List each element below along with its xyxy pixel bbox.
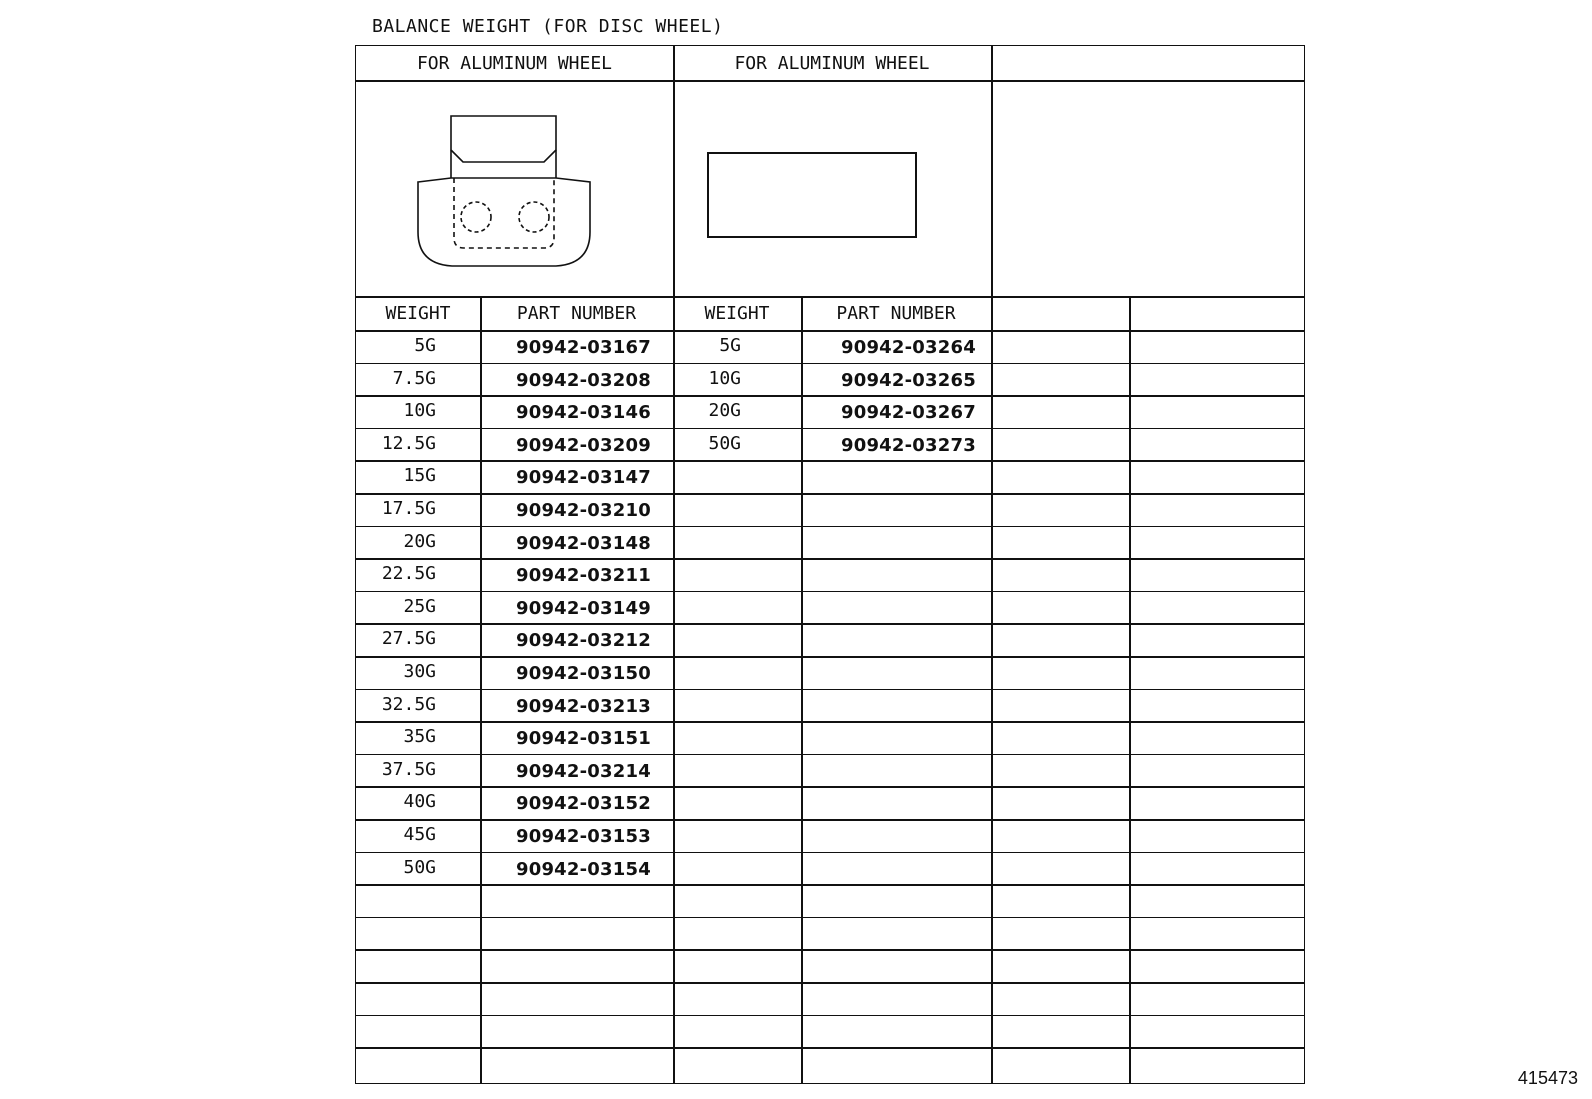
row-divider (356, 819, 1304, 821)
row-divider (356, 558, 1304, 560)
weight-cell: 5G (719, 335, 741, 356)
weight-cell: 25G (403, 595, 436, 617)
weight-cell: 7.5G (392, 367, 436, 389)
weight-cell: 17.5G (381, 498, 436, 519)
row-divider (356, 884, 1304, 886)
part-number-cell: 90942-03147 (516, 467, 651, 489)
part-number-cell: 90942-03214 (516, 760, 651, 782)
clip-on-weight-icon (416, 114, 606, 274)
part-number-cell: 90942-03154 (516, 858, 651, 880)
row-divider (356, 1015, 1304, 1017)
part-number-cell: 90942-03153 (516, 826, 651, 847)
row-divider (356, 526, 1304, 528)
weight-cell: 50G (708, 432, 741, 454)
row-divider (356, 982, 1304, 984)
weight-cell: 27.5G (381, 628, 436, 650)
row-divider (356, 1047, 1304, 1049)
weight-cell: 22.5G (381, 563, 436, 585)
part-number-cell: 90942-03210 (516, 500, 651, 521)
row-divider (356, 80, 1304, 82)
parts-table (355, 45, 1305, 1084)
row-divider (356, 493, 1304, 495)
part-number-cell: 90942-03148 (516, 532, 651, 554)
row-divider (356, 786, 1304, 788)
part-number-cell: 90942-03267 (841, 402, 976, 424)
part-number-cell: 90942-03211 (516, 565, 651, 587)
row-divider (356, 395, 1304, 397)
weight-cell: 10G (403, 400, 436, 422)
weight-cell: 15G (403, 465, 436, 487)
row-divider (356, 949, 1304, 951)
row-divider (356, 591, 1304, 593)
row-divider (356, 460, 1304, 462)
column-divider (991, 46, 993, 1083)
row-divider (356, 754, 1304, 756)
row-divider (356, 917, 1304, 919)
row-divider (356, 363, 1304, 365)
weight-cell: 37.5G (381, 758, 436, 780)
part-number-cell: 90942-03209 (516, 434, 651, 456)
section-header-adhesive: FOR ALUMINUM WHEEL (734, 53, 930, 74)
part-number-cell: 90942-03208 (516, 369, 651, 391)
weight-cell: 50G (403, 856, 436, 878)
row-divider (356, 428, 1304, 430)
column-divider (1129, 296, 1131, 1083)
part-number-cell: 90942-03150 (516, 663, 651, 684)
weight-cell: 30G (403, 661, 436, 682)
weight-header-right: WEIGHT (704, 303, 770, 324)
part-number-header-right: PART NUMBER (836, 303, 956, 324)
row-divider (356, 721, 1304, 723)
weight-cell: 32.5G (381, 693, 436, 715)
column-divider (480, 296, 482, 1083)
page-title: BALANCE WEIGHT (FOR DISC WHEEL) (372, 16, 724, 37)
weight-cell: 40G (403, 791, 436, 813)
part-number-header-left: PART NUMBER (516, 303, 637, 324)
part-number-cell: 90942-03146 (516, 402, 651, 424)
row-divider (356, 296, 1304, 298)
part-number-cell: 90942-03152 (516, 793, 651, 815)
part-number-cell: 90942-03264 (841, 337, 976, 358)
weight-cell: 20G (403, 530, 436, 552)
column-divider (801, 296, 803, 1083)
weight-cell: 10G (708, 367, 741, 389)
part-number-cell: 90942-03167 (516, 337, 651, 358)
illustration-id: 415473 (1517, 1068, 1578, 1088)
weight-cell: 12.5G (381, 432, 436, 454)
weight-cell: 45G (403, 824, 436, 845)
part-number-cell: 90942-03212 (516, 630, 651, 652)
part-number-cell: 90942-03273 (841, 434, 976, 456)
weight-cell: 35G (403, 726, 436, 748)
part-number-cell: 90942-03265 (841, 369, 976, 391)
row-divider (356, 656, 1304, 658)
weight-header-left: WEIGHT (385, 303, 451, 324)
part-number-cell: 90942-03213 (516, 695, 651, 717)
row-divider (356, 689, 1304, 691)
adhesive-weight-icon (706, 151, 921, 241)
row-divider (356, 330, 1304, 332)
section-header-clip-on: FOR ALUMINUM WHEEL (416, 53, 613, 74)
weight-cell: 20G (708, 400, 741, 422)
row-divider (356, 623, 1304, 625)
part-number-cell: 90942-03149 (516, 597, 651, 619)
row-divider (356, 852, 1304, 854)
column-divider (673, 46, 675, 1083)
part-number-cell: 90942-03151 (516, 728, 651, 750)
weight-cell: 5G (414, 335, 436, 356)
